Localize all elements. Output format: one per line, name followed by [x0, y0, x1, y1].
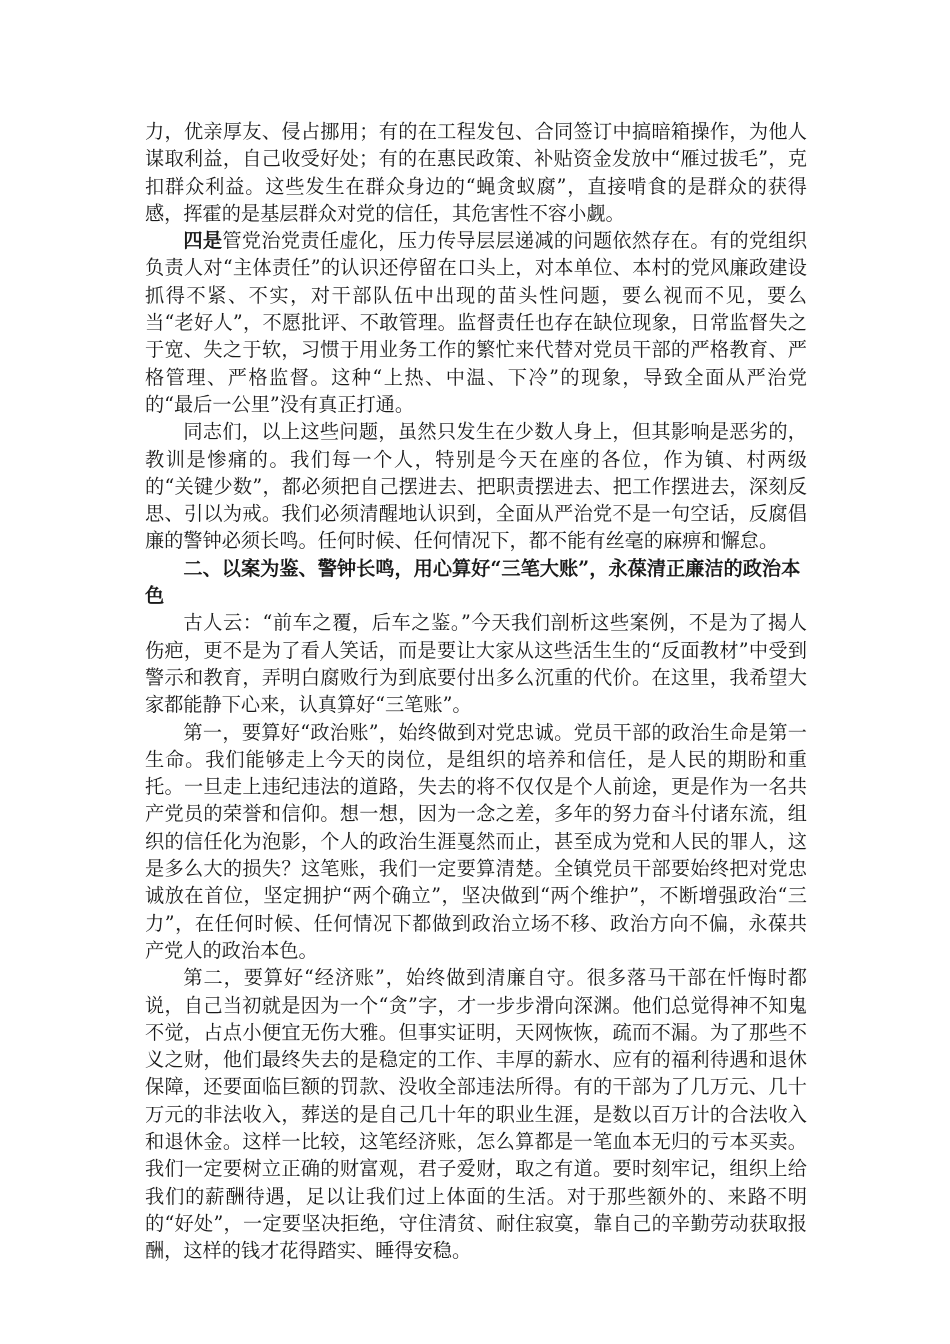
- paragraph-body: 管党治党责任虚化，压力传导层层递减的问题依然存在。有的党组织负责人对“主体责任”的认识还停留在口头上，对本单位、本村的党风廉政建设抓得不紧、不实，对干部队伍中出现的苗头性问题，要么视而不见，要么当“老好人”，不愿批评、不敢管理。监督责任也存在缺位现象，日常监督失之于宽、失之于软，习惯于用业务工作的繁忙来代替对党员干部的严格教育、严格管理、严格监督。这种“上热、中温、下冷”的现象，导致全面从严治党的“最后一公里”没有真正打通。: [145, 229, 808, 416]
- paragraph-lead: 四是: [183, 229, 223, 253]
- paragraph-ancients: 古人云：“前车之覆，后车之鉴。”今天我们剖析这些案例，不是为了揭人伤疤，更不是为了看人笑话，而是要让大家从这些活生生的“反面教材”中受到警示和教育，弄明白腐败行为到底要付出多么沉重的代价。在这里，我希望大家都能静下心来，认真算好“三笔账”。: [145, 611, 807, 717]
- paragraph-point-four: [145, 227, 807, 418]
- paragraph-economic-account: 第二，要算好“经济账”，始终做到清廉自守。很多落马干部在忏悔时都说，自己当初就是因为一个“贪”字，才一步步滑向深渊。他们总觉得神不知鬼不觉，占点小便宜无伤大雅。但事实证明，天网恢恢，疏而不漏。为了那些不义之财，他们最终失去的是稳定的工作、丰厚的薪水、应有的福利待遇和退休保障，还要面临巨额的罚款、没收全部违法所得。有的干部为了几万元、几十万元的非法收入，葬送的是自己几十年的职业生涯，是数以百万计的合法收入和退休金。这样一比较，这笔经济账，怎么算都是一笔血本无归的亏本买卖。我们一定要树立正确的财富观，君子爱财，取之有道。要时刻牢记，组织上给我们的薪酬待遇，足以让我们过上体面的生活。对于那些额外的、来路不明的“好处”，一定要坚决拒绝，守住清贫、耐住寂寞，靠自己的辛勤劳动获取报酬，这样的钱才花得踏实、睡得安稳。: [145, 966, 807, 1263]
- paragraph-continuation: 力，优亲厚友、侵占挪用；有的在工程发包、合同签订中搞暗箱操作，为他人谋取利益，自己收受好处；有的在惠民政策、补贴资金发放中“雁过拔毛”，克扣群众利益。这些发生在群众身边的“蝇贪蚁腐”，直接啃食的是群众的获得感，挥霍的是基层群众对党的信任，其危害性不容小觑。: [145, 120, 807, 225]
- document-page: [145, 118, 807, 1264]
- paragraph-comrades: 同志们，以上这些问题，虽然只发生在少数人身上，但其影响是恶劣的，教训是惨痛的。我们每一个人，特别是今天在座的各位，作为镇、村两级的“关键少数”，都必须把自己摆进去、把职责摆进去、把工作摆进去，深刻反思、引以为戒。我们必须清醒地认识到，全面从严治党不是一句空话，反腐倡廉的警钟必须长鸣。任何时候、任何情况下，都不能有丝毫的麻痹和懈怠。: [145, 420, 807, 553]
- section-heading: 二、以案为鉴、警钟长鸣，用心算好“三笔大账”，永葆清正廉洁的政治本色: [145, 556, 801, 608]
- paragraph-political-account: 第一，要算好“政治账”，始终做到对党忠诚。党员干部的政治生命是第一生命。我们能够走上今天的岗位，是组织的培养和信任，是人民的期盼和重托。一旦走上违纪违法的道路，失去的将不仅仅是个人前途，更是作为一名共产党员的荣誉和信仰。想一想，因为一念之差，多年的努力奋斗付诸东流，组织的信任化为泡影，个人的政治生涯戛然而止，甚至成为党和人民的罪人，这是多么大的损失？这笔账，我们一定要算清楚。全镇党员干部要始终把对党忠诚放在首位，坚定拥护“两个确立”，坚决做到“两个维护”，不断增强政治“三力”，在任何时候、任何情况下都做到政治立场不移、政治方向不偏，永葆共产党人的政治本色。: [145, 720, 807, 962]
